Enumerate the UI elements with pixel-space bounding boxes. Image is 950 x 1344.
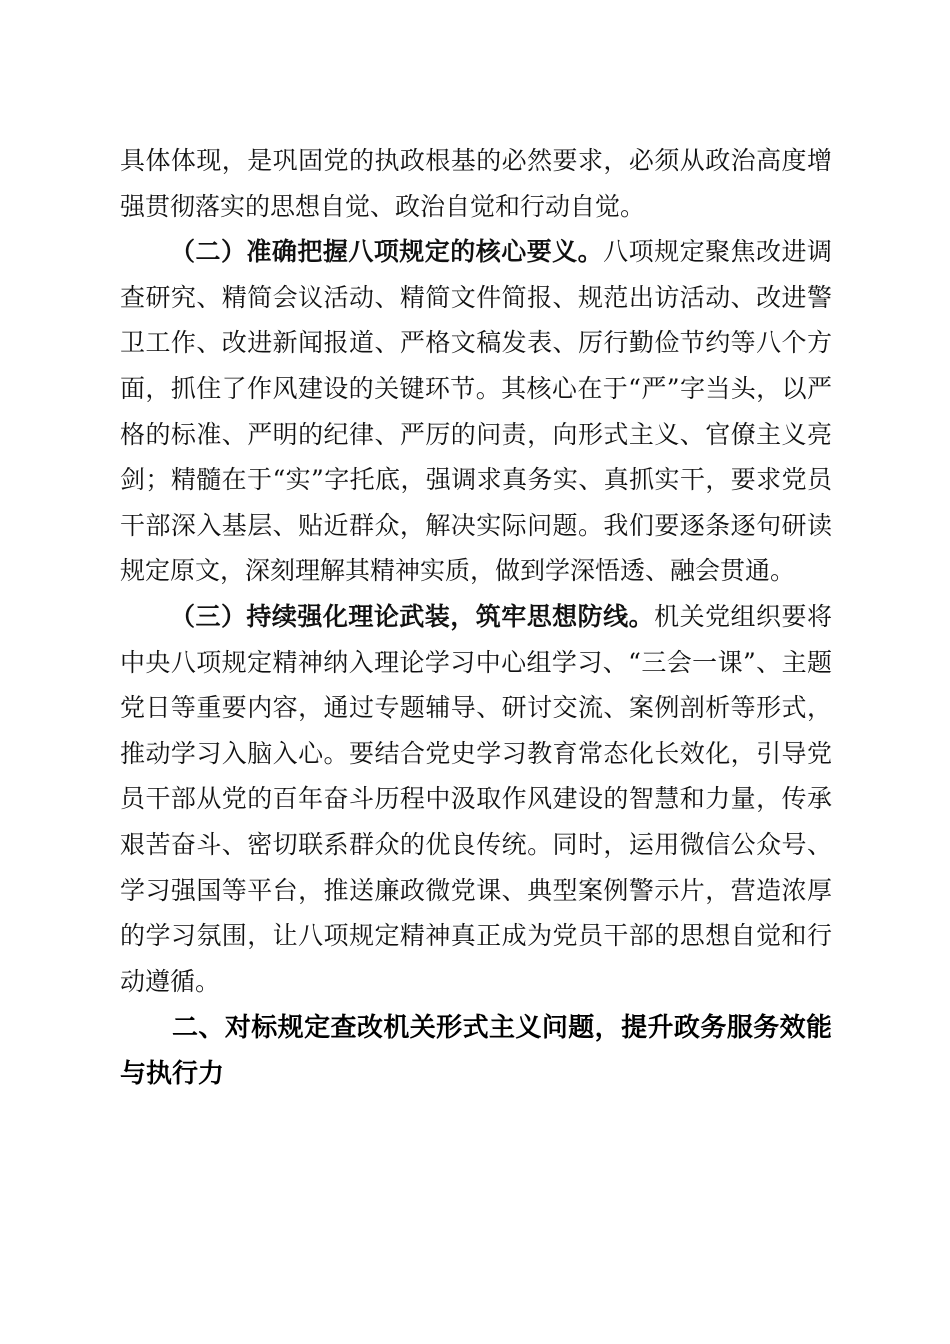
paragraph-text: 机关党组织要将中央八项规定精神纳入理论学习中心组学习、“三会一课”、主题党日等重要内容，通过专题辅导、研讨交流、案例剖析等形式，推动学习入脑入心。要结合党史学习教育常态化长效化，引导党员干部从党的百年奋斗历程中汲取作风建设的智慧和力量，传承艰苦奋斗、密切联系群众的优良传统。同时，运用微信公众号、学习强国等平台，推送廉政微党课、典型案例警示片，营造浓厚的学习氛围，让八项规定精神真正成为党员干部的思想自觉和行动遵循。 xyxy=(120,601,832,996)
paragraph-text: 八项规定聚焦改进调查研究、精简会议活动、精简文件简报、规范出访活动、改进警卫工作、改进新闻报道、严格文稿发表、厉行勤俭节约等八个方面，抓住了作风建设的关键环节。其核心在于“严”字当头，以严格的标准、严明的纪律、严厉的问责，向形式主义、官僚主义亮剑；精髓在于“实”字托底，强调求真务实、真抓实干，要求党员干部深入基层、贴近群众，解决实际问题。我们要逐条逐句研读规定原文，深刻理解其精神实质，做到学深悟透、融会贯通。 xyxy=(120,237,832,586)
section-lead-heading: （三）持续强化理论武装，筑牢思想防线。 xyxy=(170,601,655,631)
paragraph-text: 具体体现，是巩固党的执政根基的必然要求，必须从政治高度增强贯彻落实的思想自觉、政治自觉和行动自觉。 xyxy=(120,146,832,221)
paragraph-continuation xyxy=(120,138,832,229)
document-body xyxy=(120,138,832,1097)
paragraph-section-2 xyxy=(120,229,832,594)
section-lead-heading: （二）准确把握八项规定的核心要义。 xyxy=(170,237,604,267)
chapter-heading: 二、对标规定查改机关形式主义问题，提升政务服务效能与执行力 xyxy=(120,1013,832,1089)
paragraph-section-3 xyxy=(120,594,832,1004)
